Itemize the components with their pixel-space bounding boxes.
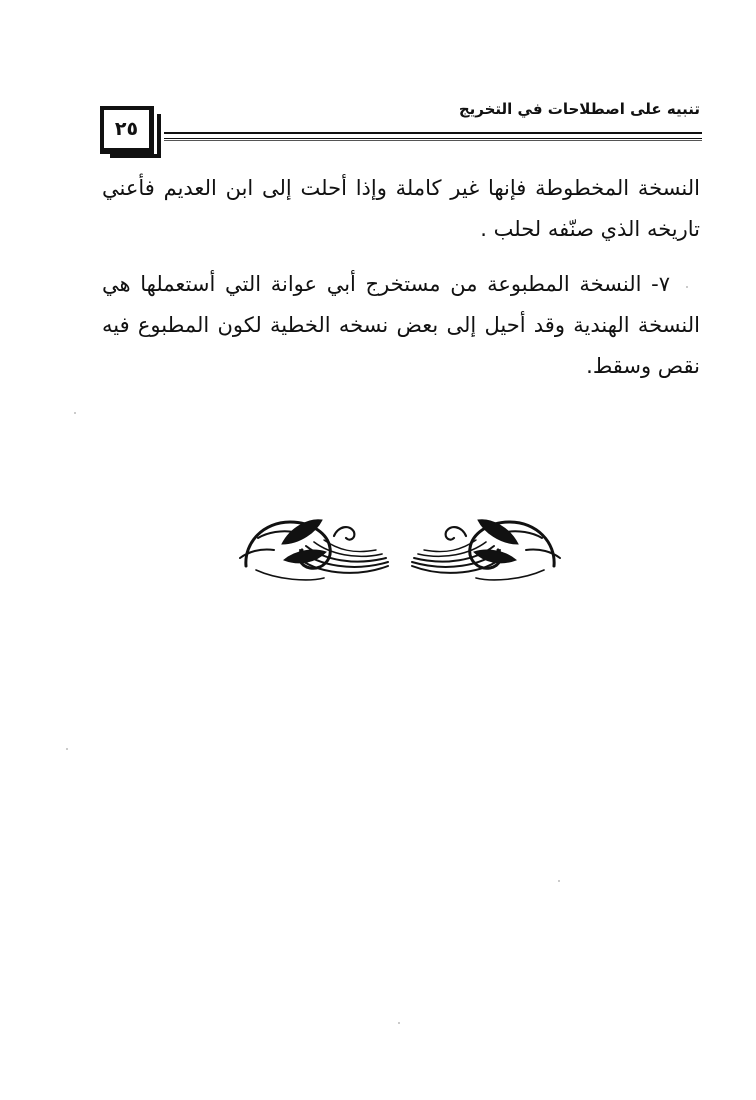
ornament-right-half	[412, 520, 560, 580]
scan-speck	[74, 412, 76, 414]
scan-speck	[686, 286, 688, 288]
scan-speck	[398, 1022, 400, 1024]
paragraph-1: النسخة المخطوطة فإنها غير كاملة وإذا أحلت إلى ابن العديم فأعني تاريخه الذي صنّفه لحلب .	[102, 176, 700, 241]
scan-speck	[558, 880, 560, 882]
scan-speck	[66, 748, 68, 750]
header-rule-thin	[164, 140, 702, 141]
paragraph-2: ٧- النسخة المطبوعة من مستخرج أبي عوانة التي أستعملها هي النسخة الهندية وقد أحيل إلى بعض نسخه الخطية لكون المطبوع فيه نقص وسقط.	[102, 272, 700, 378]
page-header	[100, 100, 700, 160]
running-title: تنبيه على اصطلاحات في التخريج	[458, 100, 700, 118]
ornament-left-half	[240, 520, 388, 580]
body-text	[102, 168, 700, 387]
header-rule	[164, 132, 702, 139]
page-number: ٢٥	[114, 118, 139, 140]
floral-flourish-icon	[238, 508, 562, 586]
page-number-box	[100, 106, 154, 154]
